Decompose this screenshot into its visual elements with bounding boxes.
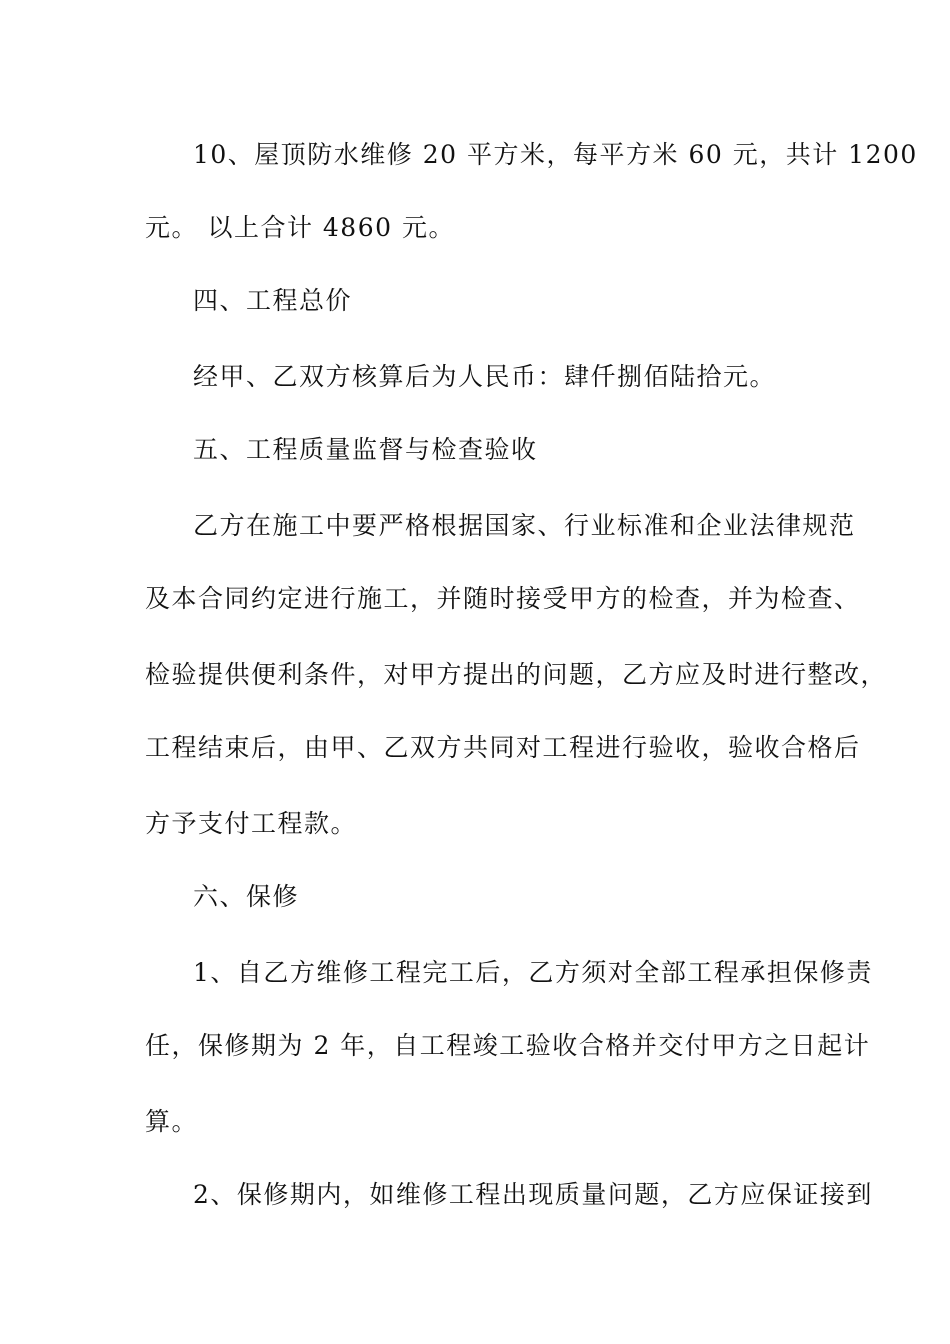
paragraph-quality-line-2: 及本合同约定进行施工，并随时接受甲方的检查，并为检查、: [145, 584, 861, 613]
paragraph-warranty-1-line-2: 任，保修期为 2 年，自工程竣工验收合格并交付甲方之日起计: [145, 1031, 871, 1060]
section-heading-warranty: 六、保修: [193, 882, 300, 911]
paragraph-warranty-2-line-1: 2、保修期内，如维修工程出现质量问题，乙方应保证接到: [193, 1180, 873, 1209]
paragraph-warranty-1-line-1: 1、自乙方维修工程完工后，乙方须对全部工程承担保修责: [193, 958, 873, 987]
paragraph-quality-line-4: 工程结束后，由甲、乙双方共同对工程进行验收，验收合格后: [145, 733, 861, 762]
paragraph-total-price: 经甲、乙双方核算后为人民币：肆仟捌佰陆拾元。: [193, 362, 777, 391]
section-heading-total-price: 四、工程总价: [193, 286, 353, 315]
paragraph-quality-line-1: 乙方在施工中要严格根据国家、行业标准和企业法律规范: [193, 511, 856, 540]
paragraph-item-10-line-1: 10、屋顶防水维修 20 平方米，每平方米 60 元，共计 1200: [193, 140, 918, 169]
paragraph-item-10-line-2: 元。 以上合计 4860 元。: [145, 213, 455, 242]
section-heading-quality: 五、工程质量监督与检查验收: [193, 435, 538, 464]
paragraph-quality-line-5: 方予支付工程款。: [145, 809, 358, 838]
paragraph-quality-line-3: 检验提供便利条件，对甲方提出的问题，乙方应及时进行整改，: [145, 660, 888, 689]
paragraph-warranty-1-line-3: 算。: [145, 1107, 199, 1136]
